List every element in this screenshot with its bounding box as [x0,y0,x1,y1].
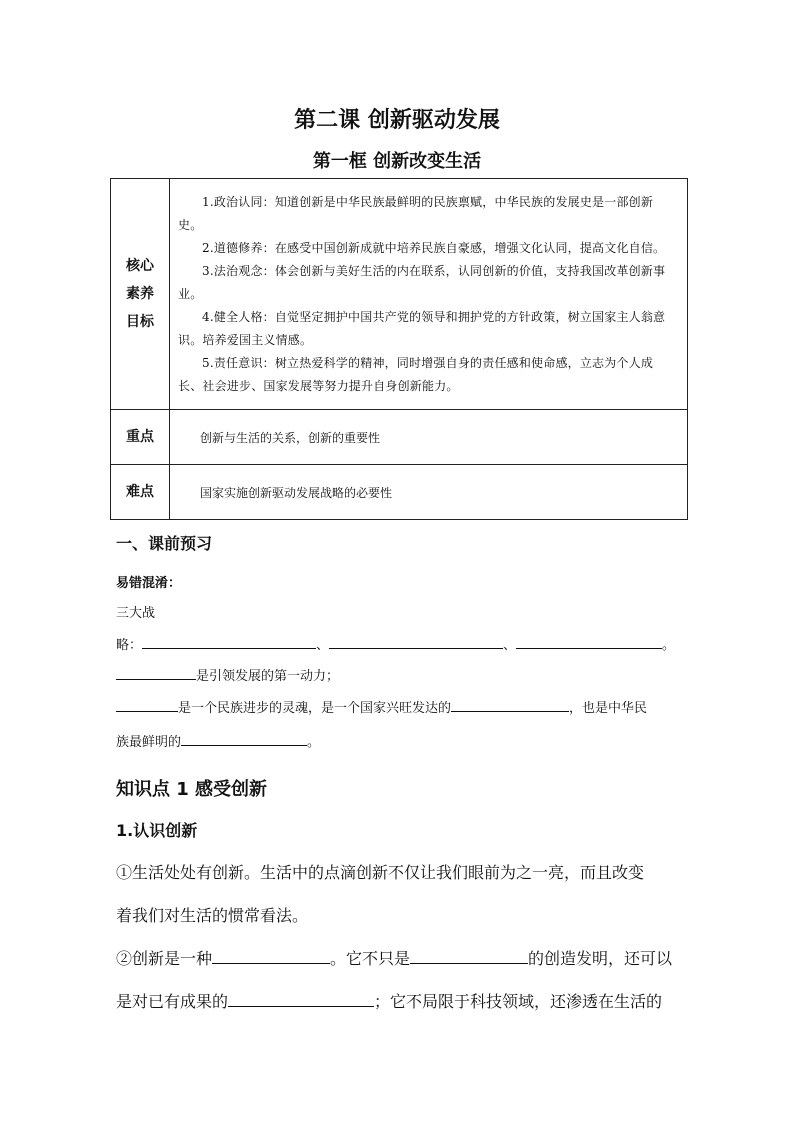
knowledge-subheading: 1.认识创新 [116,821,198,840]
difficult-points-text: 国家实施创新驱动发展战略的必要性 [170,465,688,520]
core-label-line: 素养 [126,286,154,302]
paragraph-1-line-1: ①生活处处有创新。生活中的点滴创新不仅让我们眼前为之一亮，而且改变 [116,863,645,882]
paragraph-2-line-1 [116,946,672,969]
difficult-points-label: 难点 [111,465,170,520]
paragraph-2-line-2 [116,989,662,1012]
period: 。 [662,638,676,653]
soul-fill-line-2 [116,731,320,750]
blank-endowment[interactable] [181,731,307,746]
paragraph-1-line-2: 着我们对生活的惯常看法。 [116,906,309,925]
goal-item: 4.健全人格：自觉坚定拥护中国共产党的领导和拥护党的方针政策，树立国家主人翁意识。培养爱国主义情感。 [178,309,666,347]
blank-invention-type[interactable] [410,949,528,964]
preview-heading: 一、课前预习 [116,534,213,553]
lesson-title: 第二课 创新驱动发展 [294,108,500,133]
p2-text: ②创新是一种 [116,949,213,968]
blank-existing-results[interactable] [228,992,374,1007]
goal-item: 3.法治观念：体会创新与美好生活的内在联系，认同创新的价值，支持我国改革创新事业。 [178,263,666,301]
soul-text: ，也是中华民 [569,701,648,716]
period: 。 [307,735,321,750]
blank-source[interactable] [451,697,569,712]
soul-text: 族最鲜明的 [116,735,182,750]
core-goals-list [170,179,688,410]
key-points-text: 创新与生活的关系，创新的重要性 [170,410,688,465]
confusion-label: 易错混淆： [116,576,182,591]
soul-fill-line [116,697,647,716]
p2-text: 的创造发明，还可以 [528,949,673,968]
key-points-label: 重点 [111,410,170,465]
blank-driver[interactable] [116,665,196,680]
three-strategies-text: 三大战 [116,606,156,621]
p2-text: ；它不局限于科技领域，还渗透在生活的 [374,992,663,1011]
core-label-line: 目标 [126,314,154,330]
p2-text: 。它不只是 [330,949,411,968]
goal-item: 5.责任意识：树立热爱科学的精神，同时增强自身的责任感和使命感，立志为个人成长、社会进步、国家发展等努力提升自身创新能力。 [178,355,654,393]
core-label-line: 核心 [126,258,154,274]
driver-fill-line [116,665,339,684]
blank-strategy-1[interactable] [142,634,316,649]
section-title: 第一框 创新改变生活 [312,151,482,172]
separator: 、 [503,638,517,653]
goal-item: 2.道德修养：在感受中国创新成就中培养民族自豪感，增强文化认同，提高文化自信。 [202,240,666,255]
blank-strategy-3[interactable] [516,634,662,649]
knowledge-heading: 知识点 1 感受创新 [116,779,268,800]
soul-text: 是一个民族进步的灵魂，是一个国家兴旺发达的 [178,701,452,716]
blank-strategy-2[interactable] [329,634,503,649]
core-goals-label [111,179,170,410]
separator: 、 [316,638,330,653]
p2-text: 是对已有成果的 [116,992,229,1011]
blank-innovation-type[interactable] [212,949,330,964]
goal-item: 1.政治认同：知道创新是中华民族最鲜明的民族禀赋，中华民族的发展史是一部创新史。 [178,194,654,232]
strategy-prefix: 略： [116,638,143,653]
strategies-fill-line [116,634,675,653]
blank-soul[interactable] [116,697,178,712]
objectives-table [110,178,688,520]
driver-text: 是引领发展的第一动力； [196,669,340,684]
